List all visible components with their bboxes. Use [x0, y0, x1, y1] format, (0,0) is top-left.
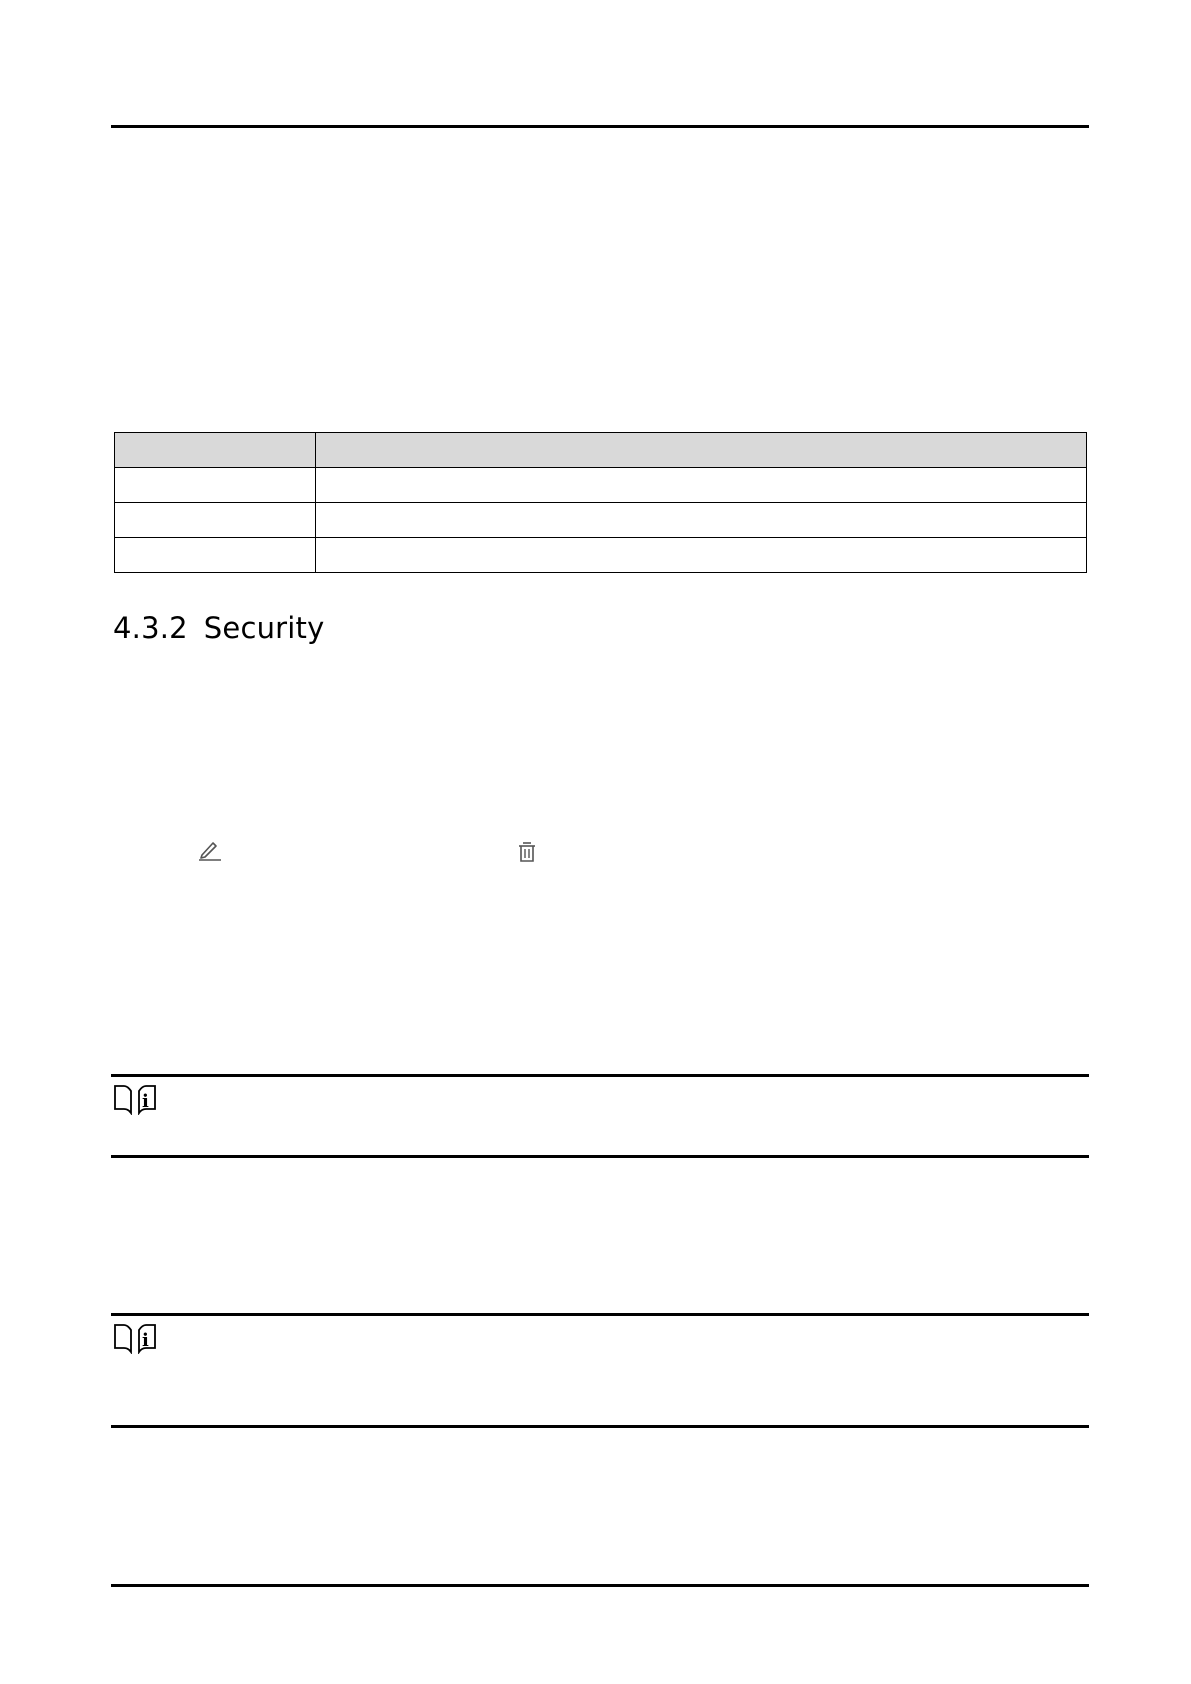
trash-icon[interactable] [517, 841, 537, 863]
table-row [115, 503, 1087, 538]
header-rule [111, 125, 1089, 128]
section-title: Security [203, 611, 325, 645]
info-book-icon [113, 1322, 157, 1354]
parameter-table [114, 432, 1087, 573]
table-cell [316, 468, 1087, 503]
section-heading [113, 611, 324, 645]
table-cell [316, 503, 1087, 538]
table-header-row [115, 433, 1087, 468]
pencil-icon[interactable] [197, 838, 223, 862]
section-number: 4.3.2 [113, 611, 188, 645]
table-row [115, 538, 1087, 573]
svg-text:i: i [142, 1091, 149, 1112]
table-cell [115, 503, 316, 538]
note-top-rule [111, 1313, 1089, 1316]
table-cell [115, 538, 316, 573]
table-row [115, 468, 1087, 503]
info-book-icon [113, 1083, 157, 1115]
note-bottom-rule [111, 1155, 1089, 1158]
table-cell [115, 468, 316, 503]
footer-rule [111, 1584, 1089, 1587]
table-cell [316, 433, 1087, 468]
svg-text:i: i [142, 1330, 149, 1351]
note-bottom-rule [111, 1425, 1089, 1428]
table-cell [316, 538, 1087, 573]
table-cell [115, 433, 316, 468]
note-top-rule [111, 1074, 1089, 1077]
